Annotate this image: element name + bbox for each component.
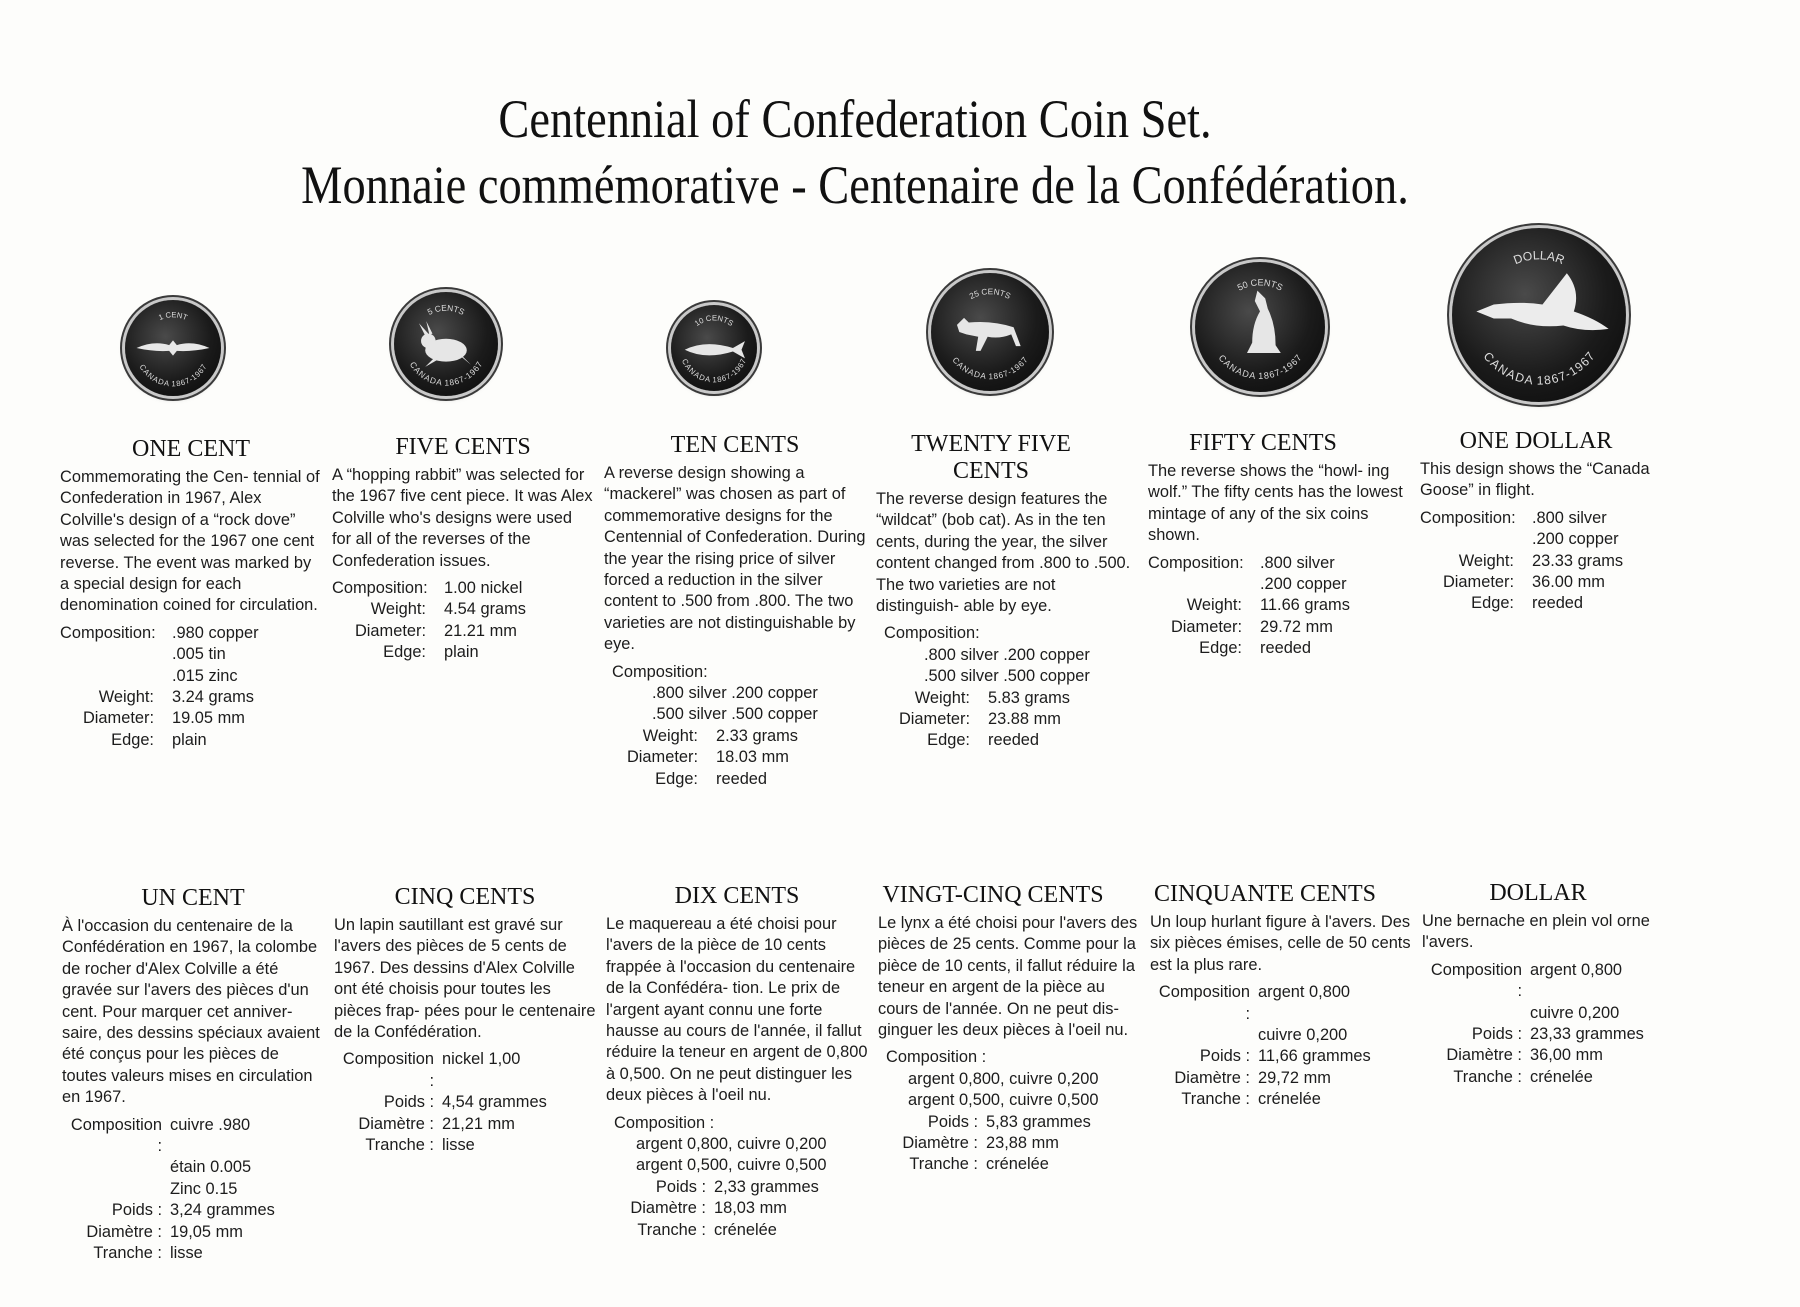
weight-label: Weight: — [914, 688, 970, 707]
coin-description: This design shows the “Canada Goose” in flight. — [1420, 460, 1650, 500]
coin-description: A “hopping rabbit” was selected for the 1967 five cent piece. It was Alex Colville who's designs were used for all of the reverses of the Confederation issues. — [332, 466, 593, 570]
composition-value: .800 silver — [1532, 508, 1607, 527]
edge-label: Edge: — [927, 731, 970, 750]
svg-text:CANADA 1867-1967: CANADA 1867-1967 — [407, 359, 485, 388]
coin-heading: DIX CENTS — [674, 883, 800, 909]
diameter-value: 36,00 mm — [1530, 1046, 1603, 1065]
svg-text:25 CENTS: 25 CENTS — [967, 287, 1012, 302]
diameter-value: 36.00 mm — [1532, 573, 1605, 592]
composition-label: Composition : — [70, 1115, 162, 1156]
edge-label: Edge: — [1199, 639, 1242, 658]
weight-label: Poids : — [1471, 1025, 1522, 1044]
edge-value: reeded — [1260, 639, 1312, 658]
coin-description: The reverse design features the “wildcat” (bob cat). As in the ten cents, during the year, the silver content changed from .800 to .500. The two varieties are not distinguish- able by eye. — [876, 490, 1131, 616]
composition-label: Composition : — [886, 1048, 987, 1067]
edge-value: lisse — [442, 1136, 475, 1155]
one-cent-english-column — [60, 436, 322, 751]
diameter-value: 29,72 mm — [1258, 1068, 1331, 1087]
coin-heading: UN CENT — [141, 885, 245, 911]
coin-heading: TWENTY FIVE CENTS — [911, 431, 1071, 484]
diameter-label: Diamètre : — [86, 1222, 162, 1241]
ten-cents-coin — [671, 305, 757, 391]
coin-description: Commemorating the Cen- tennial of Confederation in 1967, Alex Colville's design of a “rock dove” was selected for the 1967 one cent reverse. The event was marked by a special design for each denomination coined for circulation. — [60, 468, 320, 615]
weight-label: Poids : — [383, 1093, 434, 1112]
composition-value: argent 0,800 — [1258, 983, 1351, 1002]
composition-value: argent 0,500, cuivre 0,500 — [636, 1156, 827, 1175]
svg-text:CANADA 1867-1967: CANADA 1867-1967 — [950, 355, 1030, 382]
coin-description: Une bernache en plein vol orne l'avers. — [1422, 912, 1650, 952]
coin-heading: CINQUANTE CENTS — [1154, 881, 1376, 907]
weight-value: 2,33 grammes — [714, 1177, 819, 1196]
diameter-value: 23,88 mm — [986, 1134, 1059, 1153]
composition-value: cuivre 0,200 — [1258, 1026, 1348, 1045]
svg-text:50 CENTS: 50 CENTS — [1235, 277, 1285, 293]
edge-value: crénelée — [986, 1155, 1049, 1174]
coin-specs — [604, 662, 866, 790]
weight-label: Weight: — [370, 600, 426, 619]
wildcat-icon — [931, 273, 1049, 391]
coin-specs — [332, 578, 594, 664]
weight-value: 4,54 grammes — [442, 1093, 547, 1112]
diameter-value: 19.05 mm — [172, 709, 245, 728]
edge-value: reeded — [716, 769, 768, 788]
edge-label: Tranche : — [365, 1136, 434, 1155]
coin-description: Un lapin sautillant est gravé sur l'avers des pièces de 5 cents de 1967. Des dessins d'Alex Colville ont été choisis pour toutes les pièces frap- pées pour le centenaire de la Confédération. — [334, 916, 596, 1042]
composition-value: étain 0.005 — [170, 1158, 252, 1177]
diameter-value: 18,03 mm — [714, 1199, 787, 1218]
diameter-label: Diamètre : — [358, 1114, 434, 1133]
weight-label: Poids : — [111, 1201, 162, 1220]
svg-text:CANADA 1867-1967: CANADA 1867-1967 — [679, 357, 749, 385]
weight-label: Weight: — [642, 726, 698, 745]
diameter-value: 21.21 mm — [444, 621, 517, 640]
diameter-value: 23.88 mm — [988, 710, 1061, 729]
weight-label: Weight: — [1458, 551, 1514, 570]
weight-label: Poids : — [655, 1177, 706, 1196]
diameter-label: Diamètre : — [1446, 1046, 1522, 1065]
twenty-five-cents-coin — [931, 273, 1049, 391]
edge-value: plain — [444, 643, 479, 662]
goose-icon — [1452, 228, 1626, 402]
weight-value: 11.66 grams — [1260, 596, 1350, 615]
diameter-label: Diameter: — [626, 748, 698, 767]
five-cents-coin — [394, 292, 498, 396]
coin-specs — [1148, 553, 1410, 660]
un-cent-french-column — [62, 885, 324, 1265]
dollar-french-column — [1422, 880, 1684, 1088]
diameter-label: Diamètre : — [630, 1199, 706, 1218]
composition-label: Composition : — [614, 1113, 715, 1132]
edge-value: crénelée — [714, 1220, 777, 1239]
composition-label: Composition: — [884, 624, 980, 643]
edge-label: Tranche : — [637, 1220, 706, 1239]
composition-value: .800 silver — [1260, 553, 1335, 572]
edge-label: Tranche : — [909, 1155, 978, 1174]
diameter-label: Diamètre : — [1174, 1068, 1250, 1087]
rabbit-icon — [394, 292, 498, 396]
wolf-icon — [1195, 262, 1325, 392]
edge-value: crénelée — [1530, 1067, 1593, 1086]
edge-label: Tranche : — [1453, 1067, 1522, 1086]
coin-specs — [62, 1115, 324, 1265]
cinquante-cents-french-column — [1150, 881, 1412, 1111]
diameter-label: Diameter: — [1170, 617, 1242, 636]
composition-value: 1.00 nickel — [444, 579, 523, 598]
composition-value: .980 copper — [172, 623, 259, 642]
diameter-value: 29.72 mm — [1260, 617, 1333, 636]
weight-value: 4.54 grams — [444, 600, 526, 619]
page-title-english: Centennial of Confederation Coin Set. — [498, 89, 1212, 149]
diameter-label: Diameter: — [898, 710, 970, 729]
composition-value: nickel 1,00 — [442, 1050, 521, 1069]
coin-specs — [1420, 508, 1682, 615]
diameter-value: 21,21 mm — [442, 1114, 515, 1133]
coin-description: The reverse shows the “howl- ing wolf.” The fifty cents has the lowest mintage of any of the six coins shown. — [1148, 462, 1403, 545]
dix-cents-french-column — [606, 883, 868, 1241]
composition-value: cuivre .980 — [170, 1115, 251, 1134]
edge-value: lisse — [170, 1244, 203, 1263]
ten-cents-english-column — [604, 432, 866, 790]
cinq-cents-french-column — [334, 884, 596, 1156]
composition-label: Composition: — [612, 662, 708, 681]
twenty-five-cents-english-column — [876, 431, 1138, 752]
composition-label: Composition: — [332, 579, 428, 598]
edge-value: plain — [172, 730, 207, 749]
weight-label: Poids : — [927, 1112, 978, 1131]
edge-label: Edge: — [383, 643, 426, 662]
coin-heading: CINQ CENTS — [394, 884, 536, 910]
coin-description: À l'occasion du centenaire de la Confédération en 1967, la colombe de rocher d'Alex Colville a été gravée sur l'avers des pièces d'un cent. Pour marquer cet anniver- saire, des dessins spéciaux avaient été conçus pour les pièces de toutes valeurs mises en circulation en 1967. — [62, 917, 320, 1107]
coin-specs — [60, 623, 322, 751]
one-dollar-english-column — [1420, 428, 1682, 615]
composition-value: .200 copper — [1260, 575, 1347, 594]
edge-label: Tranche : — [1181, 1090, 1250, 1109]
mackerel-icon — [671, 305, 757, 391]
coin-heading: ONE DOLLAR — [1459, 428, 1613, 454]
weight-value: 23,33 grammes — [1530, 1025, 1644, 1044]
coin-specs — [876, 623, 1138, 751]
fifty-cents-english-column — [1148, 430, 1410, 660]
coin-description: A reverse design showing a “mackerel” was chosen as part of commemorative designs for the Centennial of Confederation. During the year the rising price of silver forced a reduction in the silver content to .500 from .800. The two varieties are not distinguishable by eye. — [604, 464, 866, 654]
diameter-label: Diameter: — [354, 621, 426, 640]
coin-heading: DOLLAR — [1489, 880, 1587, 906]
coin-description: Le lynx a été choisi pour l'avers des pièces de 25 cents. Comme pour la pièce de 10 cents, il fallut réduire la teneur en argent de la pièce au cours de l'année. On ne peut dis- ginguer les deux pièces à l'oeil nu. — [878, 914, 1138, 1040]
edge-label: Tranche : — [93, 1244, 162, 1263]
composition-value: .500 silver .500 copper — [924, 667, 1090, 686]
edge-value: crénelée — [1258, 1090, 1321, 1109]
coin-heading: FIFTY CENTS — [1189, 430, 1337, 456]
weight-value: 11,66 grammes — [1258, 1047, 1371, 1066]
diameter-label: Diameter: — [1442, 573, 1514, 592]
composition-value: argent 0,800, cuivre 0,200 — [908, 1069, 1099, 1088]
svg-text:1 CENT: 1 CENT — [157, 310, 189, 323]
coin-specs — [334, 1049, 596, 1156]
diameter-label: Diamètre : — [902, 1134, 978, 1153]
composition-value: argent 0,500, cuivre 0,500 — [908, 1091, 1099, 1110]
composition-label: Composition : — [1430, 960, 1522, 1001]
composition-value: .800 silver .200 copper — [924, 645, 1090, 664]
fifty-cents-coin — [1195, 262, 1325, 392]
weight-value: 2.33 grams — [716, 726, 798, 745]
diameter-value: 18.03 mm — [716, 748, 789, 767]
one-cent-coin — [125, 300, 221, 396]
coin-specs — [1150, 982, 1412, 1110]
svg-text:CANADA 1867-1967: CANADA 1867-1967 — [1480, 349, 1598, 388]
coin-heading: TEN CENTS — [670, 432, 800, 458]
edge-label: Edge: — [655, 769, 698, 788]
svg-text:CANADA 1867-1967: CANADA 1867-1967 — [1216, 352, 1304, 382]
weight-label: Weight: — [98, 688, 154, 707]
coin-specs — [878, 1047, 1140, 1175]
weight-value: 5,83 grammes — [986, 1112, 1091, 1131]
weight-value: 23.33 grams — [1532, 551, 1624, 570]
composition-value: .800 silver .200 copper — [652, 684, 818, 703]
dove-icon — [125, 300, 221, 396]
edge-value: reeded — [1532, 594, 1584, 613]
composition-value: .500 silver .500 copper — [652, 705, 818, 724]
composition-value: .015 zinc — [172, 666, 238, 685]
weight-value: 3,24 grammes — [170, 1201, 275, 1220]
svg-text:CANADA 1867-1967: CANADA 1867-1967 — [137, 362, 209, 389]
weight-label: Poids : — [1199, 1047, 1250, 1066]
diameter-value: 19,05 mm — [170, 1222, 243, 1241]
svg-text:5 CENTS: 5 CENTS — [425, 302, 467, 317]
one-dollar-coin — [1452, 228, 1626, 402]
weight-label: Weight: — [1186, 596, 1242, 615]
composition-label: Composition : — [342, 1050, 434, 1090]
composition-label: Composition: — [60, 623, 156, 642]
coin-heading: ONE CENT — [132, 436, 250, 462]
edge-value: reeded — [988, 731, 1040, 750]
coin-heading: VINGT-CINQ CENTS — [882, 882, 1104, 908]
weight-value: 3.24 grams — [172, 688, 254, 707]
coin-description: Un loup hurlant figure à l'avers. Des six pièces émises, celle de 50 cents est la plus rare. — [1150, 913, 1411, 974]
vingt-cinq-cents-french-column — [878, 882, 1140, 1176]
composition-value: cuivre 0,200 — [1530, 1003, 1620, 1022]
svg-text:10 CENTS: 10 CENTS — [692, 313, 736, 329]
page-title-french: Monnaie commémorative - Centenaire de la Confédération. — [301, 155, 1409, 215]
composition-value: .005 tin — [172, 645, 226, 664]
coin-specs — [606, 1113, 868, 1241]
edge-label: Edge: — [1471, 594, 1514, 613]
composition-label: Composition : — [1158, 983, 1250, 1023]
composition-value: Zinc 0.15 — [170, 1179, 238, 1198]
five-cents-english-column — [332, 434, 594, 664]
composition-label: Composition: — [1420, 508, 1516, 527]
svg-text:DOLLAR: DOLLAR — [1511, 248, 1567, 268]
diameter-label: Diameter: — [82, 709, 154, 728]
coin-heading: FIVE CENTS — [395, 434, 531, 460]
weight-value: 5.83 grams — [988, 688, 1070, 707]
composition-value: .200 copper — [1532, 530, 1619, 549]
composition-label: Composition: — [1148, 553, 1244, 572]
composition-value: argent 0,800 — [1530, 960, 1623, 979]
coin-specs — [1422, 960, 1684, 1088]
composition-value: argent 0,800, cuivre 0,200 — [636, 1135, 827, 1154]
edge-label: Edge: — [111, 730, 154, 749]
coin-description: Le maquereau a été choisi pour l'avers de la pièce de 10 cents frappée à l'occasion du centenaire de la Confédéra- tion. Le prix de l'argent ayant connu une forte hausse au cours de l'année, il fallut réduire la teneur en argent de 0,800 à 0,500. On ne peut distinguer les deux pièces à l'oeil nu. — [606, 915, 868, 1105]
